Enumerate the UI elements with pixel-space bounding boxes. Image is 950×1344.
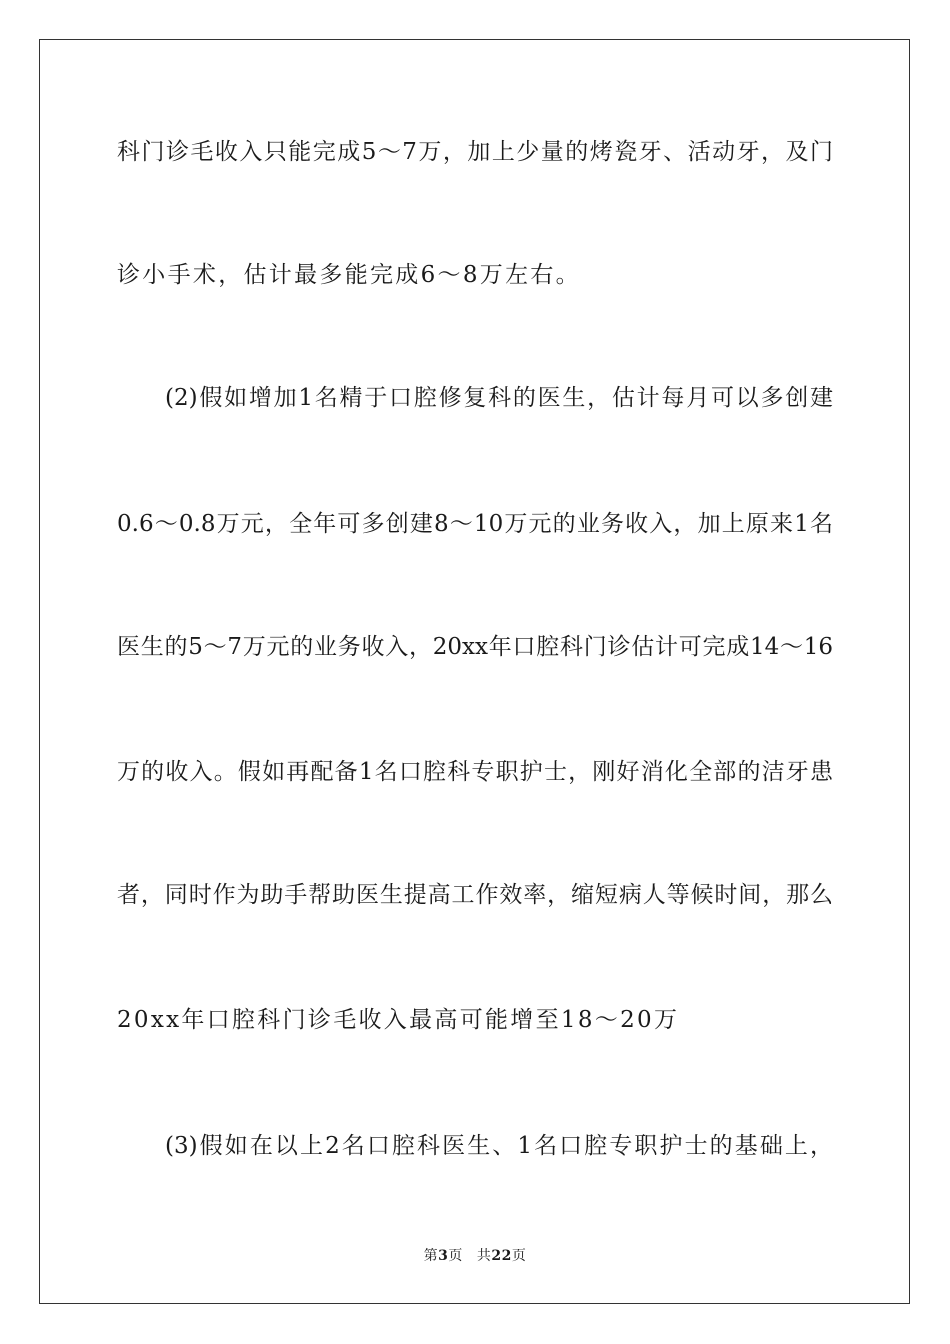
- footer-page-total: 22: [491, 1248, 512, 1264]
- footer-page-suffix: 页: [448, 1248, 463, 1264]
- text-line-7: 者，同时作为助手帮助医生提高工作效率，缩短病人等候时间，那么: [117, 882, 833, 908]
- text-line-3: (2)假如增加1名精于口腔修复科的医生，估计每月可以多创建: [165, 385, 833, 411]
- text-line-9: (3)假如在以上2名口腔科医生、1名口腔专职护士的基础上，: [165, 1133, 833, 1159]
- text-line-4: 0.6～0.8万元，全年可多创建8～10万元的业务收入，加上原来1名: [117, 511, 833, 537]
- footer-total-suffix: 页: [511, 1248, 527, 1264]
- text-line-2: 诊小手术，估计最多能完成6～8万左右。: [117, 262, 581, 288]
- text-line-1: 科门诊毛收入只能完成5～7万，加上少量的烤瓷牙、活动牙，及门: [117, 139, 833, 165]
- page-border: [39, 39, 910, 1304]
- footer-page-prefix: 第: [423, 1248, 439, 1264]
- footer-page-current: 3: [438, 1248, 449, 1264]
- text-line-5: 医生的5～7万元的业务收入，20xx年口腔科门诊估计可完成14～16: [117, 634, 833, 660]
- footer-total-prefix: 共: [476, 1248, 492, 1264]
- page-footer: [0, 1247, 950, 1265]
- text-line-8: 20xx年口腔科门诊毛收入最高可能增至18～20万: [117, 1007, 680, 1033]
- text-line-6: 万的收入。假如再配备1名口腔科专职护士，刚好消化全部的洁牙患: [117, 759, 833, 785]
